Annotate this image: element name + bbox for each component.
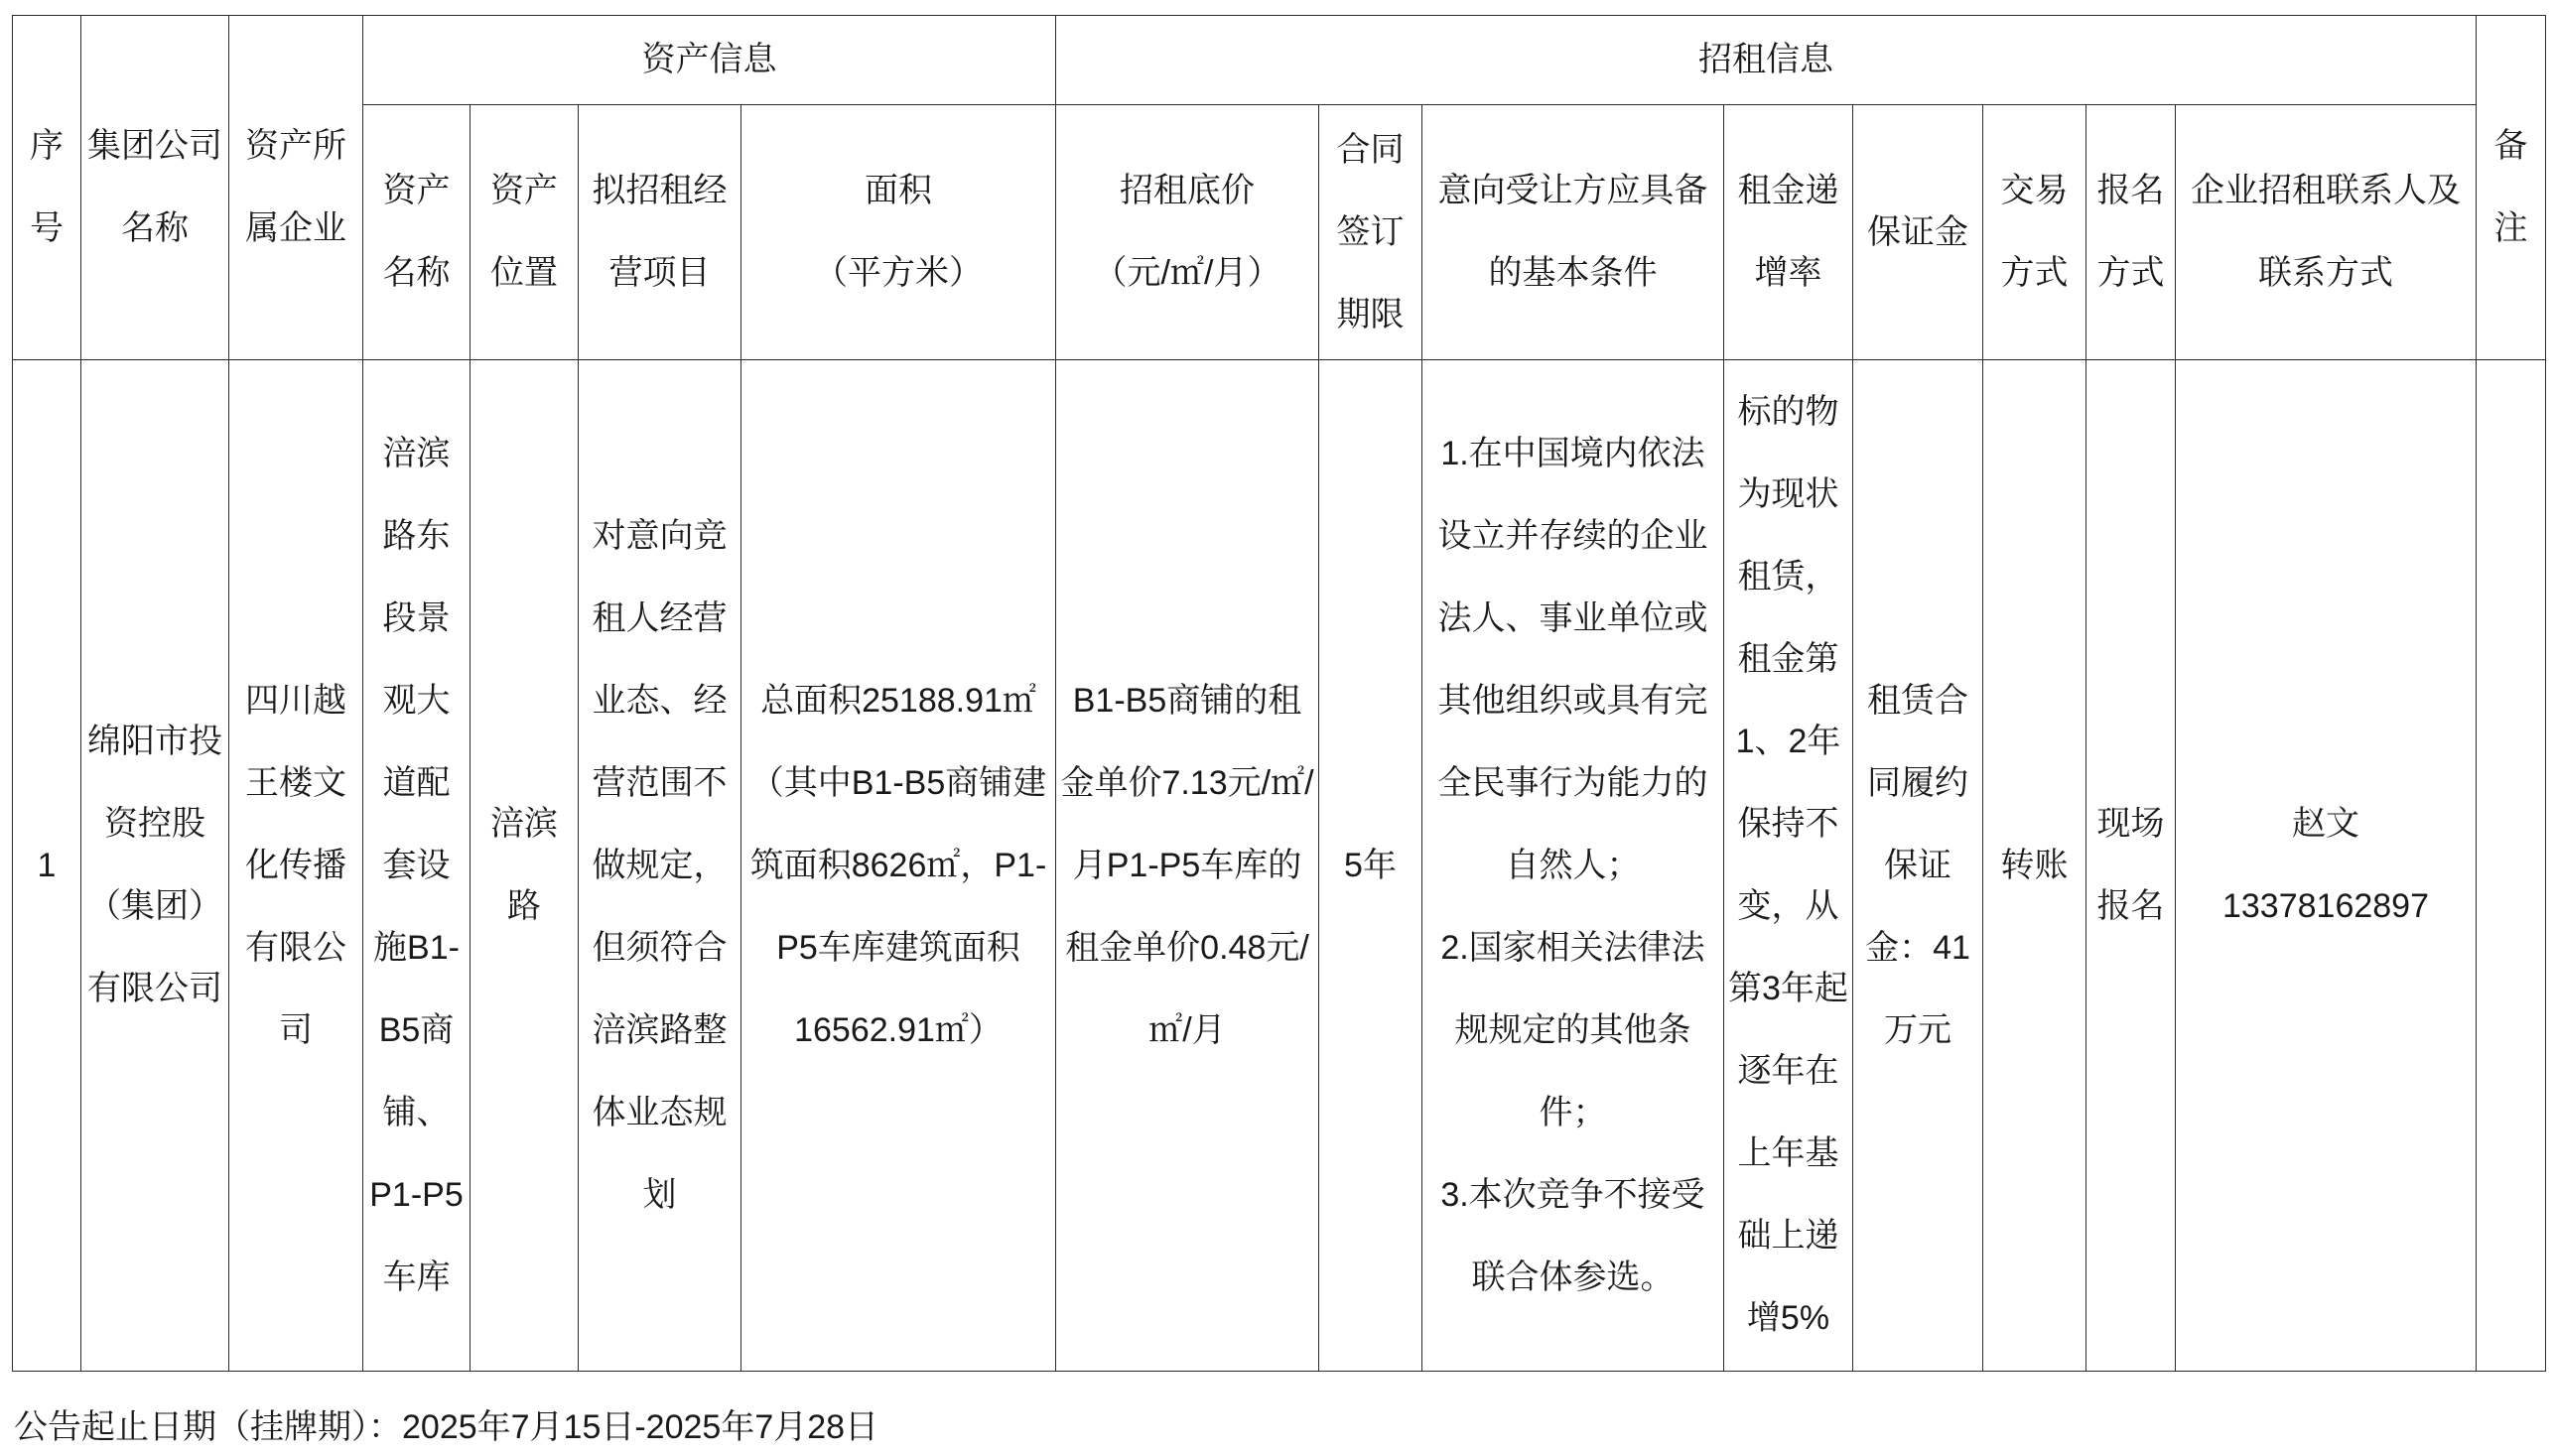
cell-increase: 标的物为现状租赁，租金第1、2年保持不变，从第3年起逐年在上年基础上递增5% — [1724, 360, 1853, 1372]
header-area-unit: （平方米） — [814, 254, 983, 292]
table-row — [13, 360, 2546, 1372]
cell-base-price: B1-B5商铺的租金单价7.13元/㎡/月P1-P5车库的租金单价0.48元/㎡/月 — [1056, 360, 1319, 1372]
header-group-asset-info: 资产信息 — [363, 16, 1056, 105]
header-registration: 报名方式 — [2086, 105, 2176, 360]
header-contact: 企业招租联系人及联系方式 — [2176, 105, 2477, 360]
header-group-company: 集团公司名称 — [81, 16, 229, 360]
header-row-groups — [13, 16, 2546, 105]
header-term: 合同签订期限 — [1319, 105, 1422, 360]
header-location: 资产位置 — [471, 105, 579, 360]
header-index: 序号 — [13, 16, 81, 360]
cell-contact — [2176, 360, 2477, 1372]
header-group-lease-info: 招租信息 — [1056, 16, 2477, 105]
cell-index: 1 — [13, 360, 81, 1372]
header-asset-name: 资产名称 — [363, 105, 471, 360]
header-conditions: 意向受让方应具备的基本条件 — [1422, 105, 1724, 360]
header-price-label: 招租底价 — [1120, 172, 1255, 209]
cell-remark — [2477, 360, 2546, 1372]
cell-conditions — [1422, 360, 1724, 1372]
cell-group-company: 绵阳市投资控股（集团）有限公司 — [81, 360, 229, 1372]
header-business: 拟招租经营项目 — [579, 105, 741, 360]
contact-name: 赵文 — [2292, 805, 2359, 843]
cell-area: 总面积25188.91㎡（其中B1-B5商铺建筑面积8626㎡，P1-P5车库建筑面积16562.91㎡） — [741, 360, 1056, 1372]
header-row-columns — [13, 105, 2546, 360]
header-increase: 租金递增率 — [1724, 105, 1853, 360]
header-area — [741, 105, 1056, 360]
header-remark: 备注 — [2477, 16, 2546, 360]
header-base-price — [1056, 105, 1319, 360]
condition-item: 2.国家相关法律法规规定的其他条件； — [1440, 928, 1705, 1131]
condition-item: 3.本次竞争不接受联合体参选。 — [1440, 1175, 1705, 1296]
header-price-unit: （元/㎡/月） — [1093, 254, 1281, 292]
cell-asset-name: 涪滨路东段景观大道配套设施B1-B5商铺、P1-P5车库 — [363, 360, 471, 1372]
condition-item: 1.在中国境内依法设立并存续的企业法人、事业单位或其他组织或具有完全民事行为能力的自然人； — [1437, 434, 1708, 884]
cell-location: 涪滨路 — [471, 360, 579, 1372]
cell-term: 5年 — [1319, 360, 1422, 1372]
header-area-label: 面积 — [865, 172, 932, 209]
contact-phone: 13378162897 — [2221, 887, 2429, 925]
cell-deposit: 租赁合同履约保证金：41万元 — [1853, 360, 1983, 1372]
cell-owner: 四川越王楼文化传播有限公司 — [229, 360, 363, 1372]
header-owner: 资产所属企业 — [229, 16, 363, 360]
header-deposit: 保证金 — [1853, 105, 1983, 360]
lease-notice-table — [12, 15, 2546, 1372]
cell-registration: 现场报名 — [2086, 360, 2176, 1372]
cell-transaction: 转账 — [1983, 360, 2086, 1372]
header-transaction: 交易方式 — [1983, 105, 2086, 360]
cell-business: 对意向竞租人经营业态、经营范围不做规定，但须符合涪滨路整体业态规划 — [579, 360, 741, 1372]
listing-period: 公告起止日期（挂牌期）：2025年7月15日-2025年7月28日 — [14, 1408, 879, 1446]
